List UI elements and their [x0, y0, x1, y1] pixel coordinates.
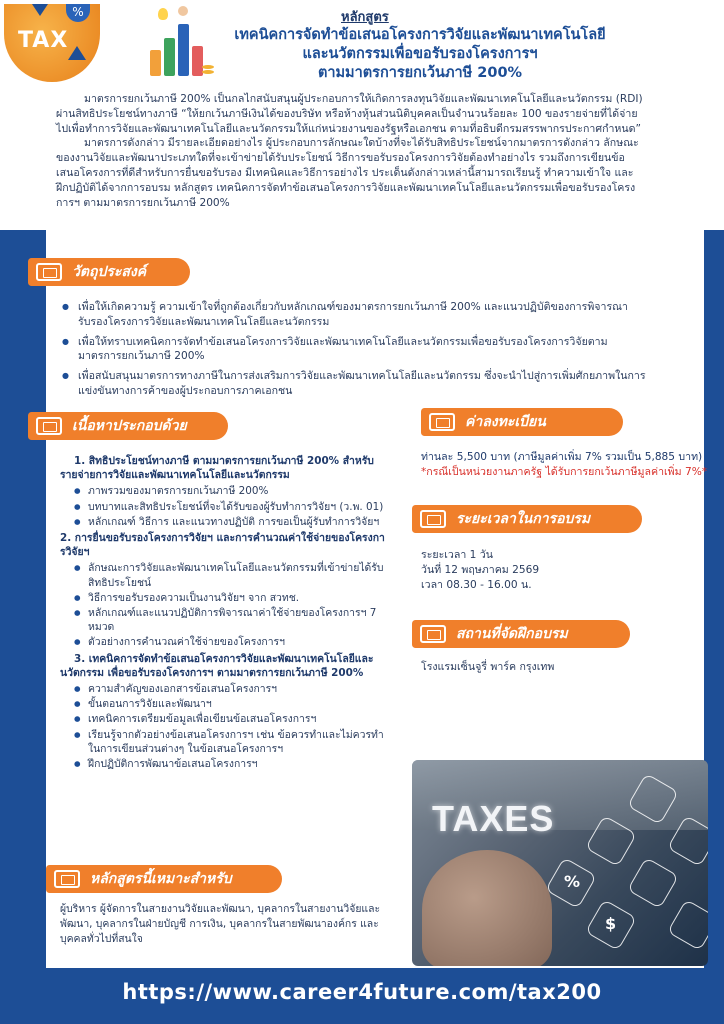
topic-1-items: [74, 484, 390, 529]
objectives-list: [60, 300, 650, 404]
title-line-1: เทคนิคการจัดทำข้อเสนอโครงการวิจัยและพัฒนาเทคโนโลยี: [234, 27, 606, 43]
photo-hand: [422, 850, 552, 966]
topic-2-title: 2. การยื่นขอรับรองโครงการวิจัยฯ และการคำนวณค่าใช้จ่ายของโครงการวิจัยฯ: [60, 532, 385, 559]
duration-length: ระยะเวลา 1 วัน: [421, 549, 493, 561]
bank-icon: [667, 899, 708, 951]
list-item: ● ภาพรวมของมาตรการยกเว้นภาษี 200%: [74, 484, 390, 498]
certificate-icon: [54, 870, 80, 888]
objectives-header: [28, 258, 190, 286]
content-list: [60, 452, 390, 773]
growth-bar: [150, 50, 161, 76]
topic-3-items: [74, 682, 390, 771]
topic-3-title: 3. เทคนิคการจัดทำข้อเสนอโครงการวิจัยและพัฒนาเทคโนโลยีและนวัตกรรม เพื่อขอรับรองโครงการฯ ตามมาตรการยกเว้นภาษี 200%: [60, 652, 374, 679]
growth-bar: [164, 38, 175, 76]
certificate-icon: [420, 510, 446, 528]
arrow-up-icon: [68, 46, 86, 60]
objectives-header-label: วัตถุประสงค์: [72, 264, 147, 280]
audience-header: [46, 865, 282, 893]
growth-bar: [178, 24, 189, 76]
intro-paragraph-1: มาตรการยกเว้นภาษี 200% เป็นกลไกสนับสนุนผู้ประกอบการให้เกิดการลงทุนวิจัยและพัฒนาเทคโนโลยีและนวัตกรรม (RDI) ผ่านสิทธิประโยชน์ทางภาษี “ให้ยกเว้นภาษีเงินได้ของบริษัท หรือห้างหุ้นส่วนนิติบุคคลเป็นจำนวนร้อยละ 100 ของรายจ่ายที่ได้จ่ายไปเพื่อทำการวิจัยและพัฒนาเทคโนโลยีและนวัตกรรมให้แก่หน่วยงานของรัฐหรือเอกชน ตามที่อธิบดีกรมสรรพากรประกาศกำหนด”: [56, 93, 643, 135]
list-item: ● ลักษณะการวิจัยและพัฒนาเทคโนโลยีและนวัตกรรมที่เข้าข่ายได้รับสิทธิประโยชน์: [74, 561, 390, 589]
list-item: ● วิธีการขอรับรองความเป็นงานวิจัยฯ จาก สวทช.: [74, 591, 390, 605]
duration-time: เวลา 08.30 - 16.00 น.: [421, 579, 532, 591]
venue-details: [421, 660, 681, 675]
title-line-3: ตามมาตรการยกเว้นภาษี 200%: [317, 65, 523, 81]
list-item: ● หลักเกณฑ์และแนวปฏิบัติการพิจารณาค่าใช้จ่ายของโครงการฯ 7 หมวด: [74, 606, 390, 634]
certificate-icon: [429, 413, 455, 431]
course-label: หลักสูตร: [341, 10, 389, 25]
venue-header-label: สถานที่จัดฝึกอบรม: [456, 626, 568, 642]
list-item: ● เพื่อให้เกิดความรู้ ความเข้าใจที่ถูกต้องเกี่ยวกับหลักเกณฑ์ของมาตรการยกเว้นภาษี 200% และแนวปฏิบัติของการพิจารณารับรองโครงการวิจัยและพัฒนาเทคโนโลยีและนวัตกรรม: [60, 300, 650, 330]
tax-badge-illustration: [4, 4, 108, 82]
photo-taxes-text: TAXES: [432, 798, 555, 839]
list-item: ● ฝึกปฏิบัติการพัฒนาข้อเสนอโครงการฯ: [74, 757, 390, 771]
list-item: ● บทบาทและสิทธิประโยชน์ที่จะได้รับของผู้รับทำการวิจัยฯ (ว.พ. 01): [74, 500, 390, 514]
venue-place: โรงแรมเซ็นจูรี่ พาร์ค กรุงเทพ: [421, 661, 555, 673]
list-item: ● เพื่อสนับสนุนมาตรการทางภาษีในการส่งเสริมการวิจัยและพัฒนาเทคโนโลยีและนวัตกรรม ซึ่งจะนำไปสู่การเพิ่มศักยภาพในการแข่งขันทางการค้าของผู้ประกอบการภาคเอกชน: [60, 369, 650, 399]
footer-url-link[interactable]: https://www.career4future.com/tax200: [122, 980, 602, 1004]
percent-bubble: %: [66, 4, 90, 22]
fee-details: [421, 450, 721, 480]
taxes-photo: [412, 760, 708, 966]
lightbulb-icon: [158, 8, 168, 20]
audience-text: ผู้บริหาร ผู้จัดการในสายงานวิจัยและพัฒนา, บุคลากรในสายงานวิจัยและพัฒนา, บุคลากรในฝ่ายบัญชี การเงิน, บุคลากรในสายพัฒนาองค์กร และบุคคลทั่วไปที่สนใจ: [60, 903, 381, 945]
person-icon: [178, 6, 188, 16]
audience-header-label: หลักสูตรนี้เหมาะสำหรับ: [90, 871, 232, 887]
list-item: ● หลักเกณฑ์ วิธีการ และแนวทางปฏิบัติ การขอเป็นผู้รับทำการวิจัยฯ: [74, 515, 390, 529]
page-title: [190, 26, 650, 83]
dollar-glyph: $: [605, 914, 617, 933]
topic-2-items: [74, 561, 390, 649]
list-item: ● ตัวอย่างการคำนวณค่าใช้จ่ายของโครงการฯ: [74, 635, 390, 649]
percent-glyph: %: [564, 872, 581, 891]
list-item: ● ขั้นตอนการวิจัยและพัฒนาฯ: [74, 697, 390, 711]
fee-header-label: ค่าลงทะเบียน: [465, 414, 546, 430]
fee-header: [421, 408, 623, 436]
list-item: ● เรียนรู้จากตัวอย่างข้อเสนอโครงการฯ เช่น ข้อควรทำและไม่ควรทำในการเขียนส่วนต่างๆ ในข้อเสนอโครงการฯ: [74, 728, 390, 756]
intro-text: [56, 92, 646, 210]
intro-paragraph-2: มาตรการดังกล่าว มีรายละเอียดอย่างไร ผู้ประกอบการลักษณะใดบ้างที่จะได้รับสิทธิประโยชน์จากมาตรการดังกล่าว ลักษณะของงานวิจัยและพัฒนาประเภทใดที่จะเข้าข่ายได้รับประโยชน์ วิธีการขอรับรองโครงการวิจัยต้องทำอย่างไร รวมถึงการเขียนข้อเสนอโครงการที่ดีสำหรับการยื่นขอรับรอง มีเทคนิคและวิธีการอย่างไร ประเด็นดังกล่าวเหล่านี้สามารถเรียนรู้ ทำความเข้าใจ และฝึกปฏิบัติได้จากการอบรม หลักสูตร เทคนิคการจัดทำข้อเสนอโครงการวิจัยและพัฒนาเทคโนโลยีและนวัตกรรมเพื่อขอรับรองโครงการฯ ตามมาตรการยกเว้นภาษี 200%: [56, 137, 639, 209]
fee-amount: ท่านละ 5,500 บาท (ภาษีมูลค่าเพิ่ม 7% รวมเป็น 5,885 บาท): [421, 451, 703, 463]
tax-badge-text: TAX: [18, 28, 69, 53]
topic-1-title: 1. สิทธิประโยชน์ทางภาษี ตามมาตรการยกเว้นภาษี 200% สำหรับรายจ่ายการวิจัยและพัฒนาเทคโนโลยีและนวัตกรรม: [60, 455, 374, 482]
certificate-icon: [420, 625, 446, 643]
list-item: ● เทคนิคการเตรียมข้อมูลเพื่อเขียนข้อเสนอโครงการฯ: [74, 712, 390, 726]
list-item: ● เพื่อให้ทราบเทคนิคการจัดทำข้อเสนอโครงการวิจัยและพัฒนาเทคโนโลยีและนวัตกรรมเพื่อขอรับรองโครงการวิจัยตามมาตรการยกเว้นภาษี 200%: [60, 335, 650, 365]
venue-header: [412, 620, 630, 648]
certificate-icon: [36, 417, 62, 435]
calculator-icon: [627, 857, 679, 909]
left-decor-band: [0, 230, 46, 990]
duration-details: [421, 548, 661, 593]
duration-header: [412, 505, 642, 533]
duration-header-label: ระยะเวลาในการอบรม: [456, 511, 591, 527]
duration-date: วันที่ 12 พฤษภาคม 2569: [421, 564, 540, 576]
footer-bar: [0, 968, 724, 1024]
arrow-down-icon: [32, 4, 48, 16]
fee-note: *กรณีเป็นหน่วยงานภาครัฐ ได้รับการยกเว้นภาษีมูลค่าเพิ่ม 7%*: [421, 466, 708, 478]
certificate-icon: [36, 263, 62, 281]
list-item: ● ความสำคัญของเอกสารข้อเสนอโครงการฯ: [74, 682, 390, 696]
title-line-2: และนวัตกรรมเพื่อขอรับรองโครงการฯ: [302, 46, 538, 62]
content-header: [28, 412, 228, 440]
content-header-label: เนื้อหาประกอบด้วย: [72, 418, 187, 434]
